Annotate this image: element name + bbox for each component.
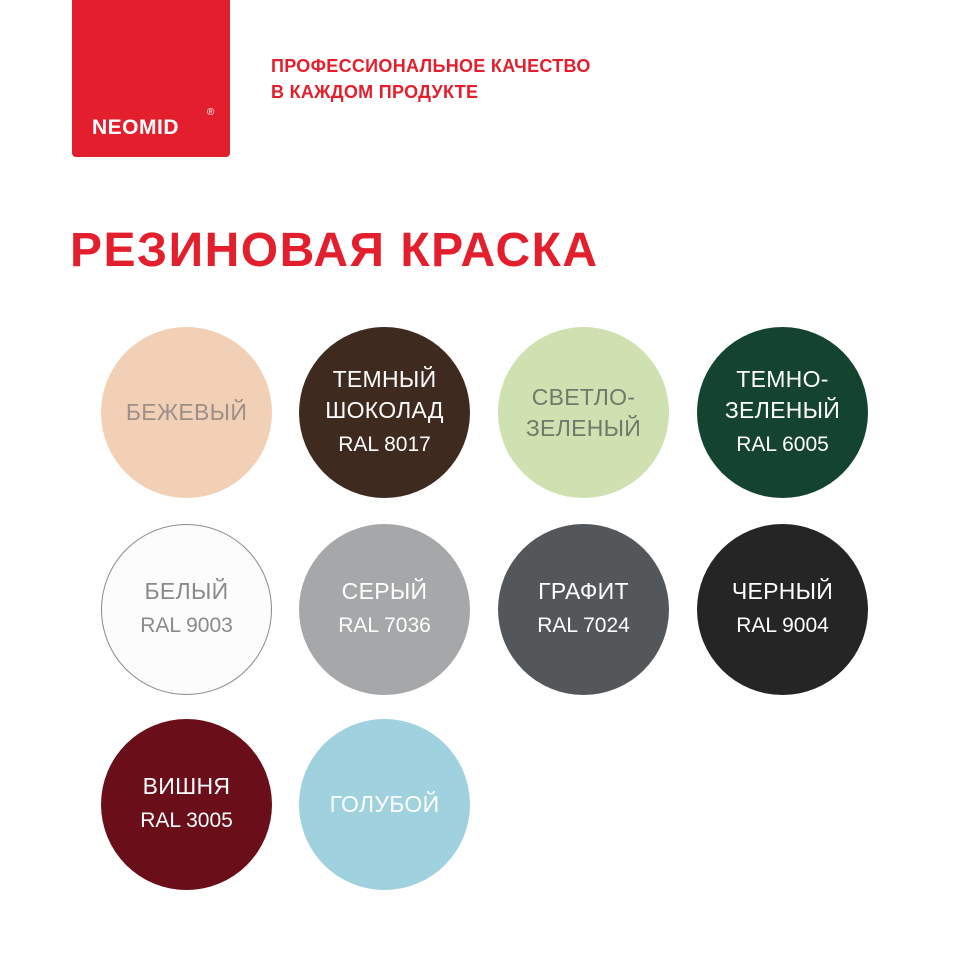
tagline-line-1: ПРОФЕССИОНАЛЬНОЕ КАЧЕСТВО bbox=[271, 56, 591, 76]
swatch-ral-code: RAL 9004 bbox=[736, 614, 829, 637]
swatch-ral-code: RAL 8017 bbox=[338, 432, 431, 456]
swatch-name-line1: БЕЛЫЙ bbox=[144, 578, 229, 604]
swatch-name bbox=[342, 576, 428, 607]
color-swatch-white bbox=[101, 524, 272, 695]
color-swatch-black bbox=[697, 524, 868, 695]
swatch-ral-code: RAL 7024 bbox=[537, 614, 630, 637]
color-swatch-gray bbox=[299, 524, 470, 695]
brand-logo bbox=[72, 0, 230, 157]
swatch-ral-code: RAL 7036 bbox=[338, 614, 431, 637]
swatch-name-line1: ВИШНЯ bbox=[142, 773, 231, 799]
swatch-name-line2: ЗЕЛЕНЫЙ bbox=[525, 414, 642, 441]
swatch-name bbox=[126, 397, 247, 428]
swatch-name bbox=[725, 364, 840, 426]
swatch-name-line1: СЕРЫЙ bbox=[341, 578, 428, 604]
logo-text: NEOMID bbox=[92, 116, 179, 139]
swatch-name bbox=[526, 382, 641, 444]
color-swatch-light-blue bbox=[299, 719, 470, 890]
color-swatch-cherry bbox=[101, 719, 272, 890]
swatch-name-line2: ШОКОЛАД bbox=[325, 396, 444, 423]
swatch-name-line1: БЕЖЕВЫЙ bbox=[125, 399, 248, 425]
tagline bbox=[271, 53, 591, 105]
swatch-ral-code: RAL 3005 bbox=[140, 809, 233, 832]
color-swatch-dark-green bbox=[697, 327, 868, 498]
swatch-name bbox=[330, 789, 440, 820]
swatch-name bbox=[538, 576, 629, 607]
swatch-name-line1: ТЕМНО- bbox=[736, 365, 829, 392]
swatch-name-line1: ГРАФИТ bbox=[538, 578, 629, 604]
swatch-name-line1: ГОЛУБОЙ bbox=[329, 791, 440, 817]
tagline-line-2: В КАЖДОМ ПРОДУКТЕ bbox=[271, 82, 479, 102]
swatch-name-line1: ЧЕРНЫЙ bbox=[731, 578, 834, 604]
swatch-name bbox=[732, 576, 833, 607]
color-swatch-graphite bbox=[498, 524, 669, 695]
color-swatch-light-green bbox=[498, 327, 669, 498]
color-swatch-dark-chocolate bbox=[299, 327, 470, 498]
swatch-name-line1: СВЕТЛО- bbox=[531, 383, 636, 410]
swatch-ral-code: RAL 6005 bbox=[736, 432, 829, 456]
swatch-ral-code: RAL 9003 bbox=[140, 614, 233, 637]
swatch-name-line2: ЗЕЛЕНЫЙ bbox=[724, 396, 841, 423]
swatch-name bbox=[145, 576, 229, 607]
swatch-name-line1: ТЕМНЫЙ bbox=[332, 365, 437, 392]
swatch-name bbox=[325, 364, 444, 426]
swatch-name bbox=[143, 771, 231, 802]
color-swatch-beige bbox=[101, 327, 272, 498]
page-title: РЕЗИНОВАЯ КРАСКА bbox=[70, 224, 599, 277]
registered-mark-icon: ® bbox=[207, 107, 215, 118]
